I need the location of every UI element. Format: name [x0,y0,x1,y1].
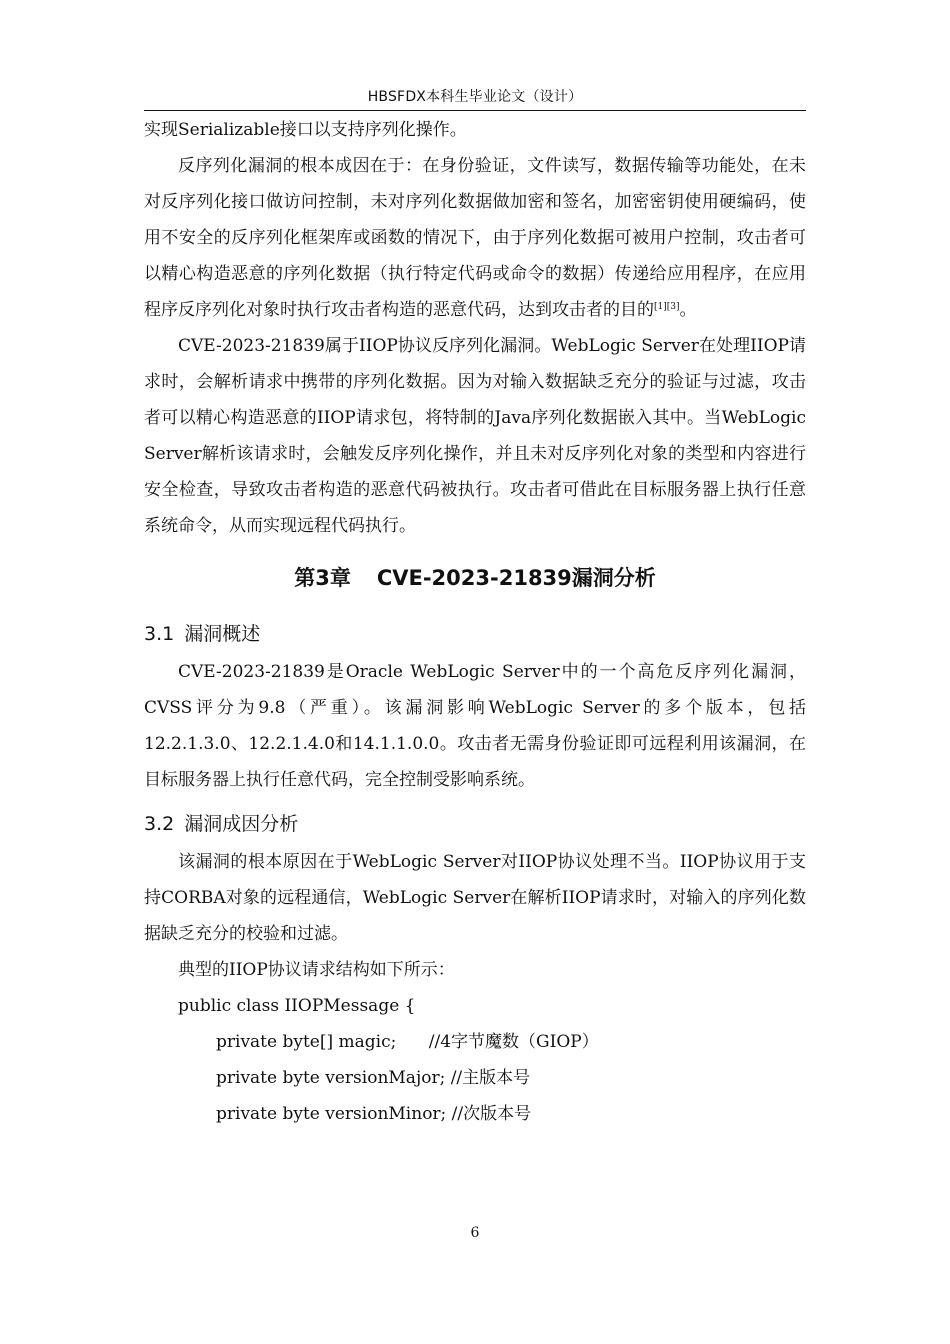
paragraph-end: 。 [679,300,697,320]
section-title: 漏洞概述 [184,623,261,645]
code-line-class-decl: public class IIOPMessage { [178,996,416,1016]
section-number: 3.1 [144,623,175,645]
paragraph-overview: CVE-2023-21839是Oracle WebLogic Server中的一个高危反序列化漏洞，CVSS评分为9.8（严重）。该漏洞影响WebLogic Server的多个版本，包括12.2.1.3.0、12.2.1.4.0和14.1.1.0.0。攻击者无需身份验证即可远程利用该漏洞，在目标服务器上执行任意代码，完全控制受影响系统。 [144,662,806,790]
code-line-magic: private byte[] magic; //4字节魔数（GIOP） [216,1032,599,1052]
paragraph-deserialization-cause [144,148,806,328]
section-heading-overview [144,614,806,654]
paragraph-root-cause: 该漏洞的根本原因在于WebLogic Server对IIOP协议处理不当。IIOP协议用于支持CORBA对象的远程通信，WebLogic Server在解析IIOP请求时，对输入的序列化数据缺乏充分的校验和过滤。 [144,852,806,944]
paragraph-structure-intro: 典型的IIOP协议请求结构如下所示： [178,960,455,980]
running-header: HBSFDX本科生毕业论文（设计） [367,89,583,105]
page-body [144,112,806,1132]
section-heading-cause-analysis [144,804,806,844]
paragraph-text: 反序列化漏洞的根本成因在于：在身份验证，文件读写，数据传输等功能处，在未对反序列化接口做访问控制，未对序列化数据做加密和签名，加密密钥使用硬编码，使用不安全的反序列化框架库或函数的情况下，由于序列化数据可被用户控制，攻击者可以精心构造恶意的序列化数据（执行特定代码或命令的数据）传递给应用程序，在应用程序反序列化对象时执行攻击者构造的恶意代码，达到攻击者的目的 [144,156,806,320]
paragraph-iiop-vuln: CVE-2023-21839属于IIOP协议反序列化漏洞。WebLogic Server在处理IIOP请求时，会解析请求中携带的序列化数据。因为对输入数据缺乏充分的验证与过滤，攻击者可以精心构造恶意的IIOP请求包，将特制的Java序列化数据嵌入其中。当WebLogic Server解析该请求时，会触发反序列化操作，并且未对反序列化对象的类型和内容进行安全检查，导致攻击者构造的恶意代码被执行。攻击者可借此在目标服务器上执行任意系统命令，从而实现远程代码执行。 [144,336,806,536]
chapter-heading [144,556,806,600]
header-divider [144,110,806,111]
page-number: 6 [470,1225,480,1241]
code-line-version-major: private byte versionMajor; //主版本号 [216,1068,531,1088]
paragraph-serializable: 实现Serializable接口以支持序列化操作。 [144,120,467,140]
code-line-version-minor: private byte versionMinor; //次版本号 [216,1104,532,1124]
section-number: 3.2 [144,813,175,835]
chapter-number: 第3章 [294,566,351,590]
section-title: 漏洞成因分析 [184,813,299,835]
citation-ref[interactable]: [1][3] [654,302,680,312]
chapter-title: CVE-2023-21839漏洞分析 [376,566,656,590]
